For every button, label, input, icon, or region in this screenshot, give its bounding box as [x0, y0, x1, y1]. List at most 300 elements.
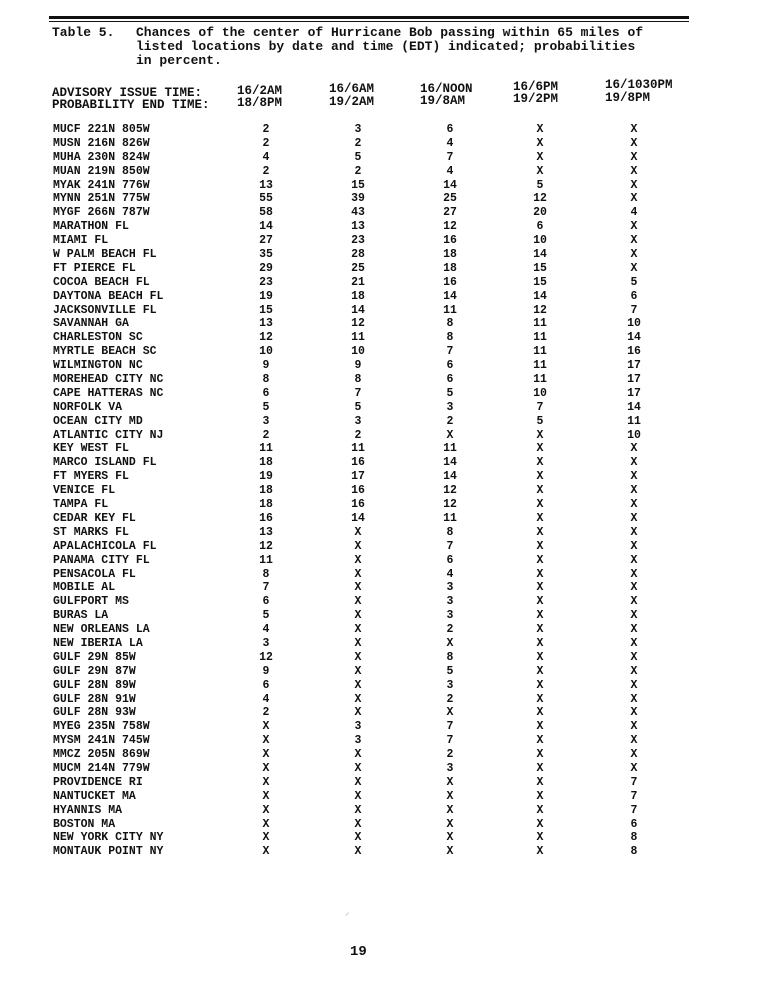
probability-cell: X — [262, 734, 270, 748]
probability-cell: 7 — [446, 720, 454, 734]
probability-cell: 27 — [259, 234, 273, 248]
probability-cell: 6 — [262, 386, 270, 400]
probability-cell: 7 — [536, 400, 544, 414]
probability-cell: 7 — [354, 386, 362, 400]
probability-cell: 5 — [536, 178, 544, 192]
probability-cell: 7 — [262, 581, 270, 595]
probability-cell: 18 — [351, 289, 365, 303]
location-name: MYGF 266N 787W — [53, 206, 150, 220]
probability-cell: 12 — [443, 220, 457, 234]
location-name: JACKSONVILLE FL — [53, 303, 157, 317]
probability-cell: 13 — [259, 317, 273, 331]
probability-cell: X — [354, 609, 362, 623]
probability-cell: X — [354, 539, 362, 553]
probability-cell: 8 — [354, 373, 362, 387]
probability-cell: 6 — [630, 289, 638, 303]
location-name: MIAMI FL — [53, 234, 109, 248]
probability-cell: 25 — [443, 192, 457, 206]
probability-cell: 7 — [630, 303, 638, 317]
probability-cell: 12 — [443, 498, 457, 512]
table-row — [0, 665, 759, 679]
probability-cell: X — [354, 706, 362, 720]
location-name: MYRTLE BEACH SC — [53, 345, 157, 359]
location-name: NORFOLK VA — [53, 400, 123, 414]
probability-cell: 8 — [630, 831, 638, 845]
probability-cell: 5 — [446, 664, 454, 678]
table-row — [0, 317, 759, 331]
table-row — [0, 248, 759, 262]
location-name: CHARLESTON SC — [53, 331, 143, 345]
probability-cell: X — [630, 136, 638, 150]
probability-cell: 2 — [262, 706, 270, 720]
probability-cell: X — [630, 220, 638, 234]
location-name: GULF 29N 87W — [53, 664, 136, 678]
probability-cell: X — [630, 692, 638, 706]
probability-cell: 29 — [259, 261, 273, 275]
probability-cell: X — [630, 623, 638, 637]
probability-cell: 11 — [533, 373, 547, 387]
probability-cell: 27 — [443, 206, 457, 220]
probability-cell: X — [446, 831, 454, 845]
probability-cell: X — [262, 720, 270, 734]
probability-cell: 19 — [259, 289, 273, 303]
probability-cell: X — [354, 817, 362, 831]
location-name: MOREHEAD CITY NC — [53, 373, 164, 387]
probability-cell: X — [630, 720, 638, 734]
probability-cell: 2 — [354, 164, 362, 178]
probability-cell: 10 — [627, 317, 641, 331]
probability-cell: 17 — [627, 373, 641, 387]
probability-cell: X — [536, 609, 544, 623]
probability-cell: X — [536, 442, 544, 456]
table-row — [0, 373, 759, 387]
table-row — [0, 845, 759, 859]
probability-cell: 2 — [354, 136, 362, 150]
probability-cell: 15 — [351, 178, 365, 192]
probability-cell: 8 — [262, 373, 270, 387]
table-row — [0, 470, 759, 484]
probability-cell: 8 — [446, 331, 454, 345]
probability-cell: X — [536, 150, 544, 164]
table-row — [0, 429, 759, 443]
probability-cell: 6 — [262, 678, 270, 692]
probability-cell: 11 — [443, 303, 457, 317]
probability-cell: X — [630, 678, 638, 692]
table-row — [0, 720, 759, 734]
location-name: KEY WEST FL — [53, 442, 129, 456]
location-name: NEW IBERIA LA — [53, 636, 143, 650]
probability-cell: X — [630, 456, 638, 470]
probability-cell: 14 — [627, 331, 641, 345]
table-row — [0, 706, 759, 720]
table-row — [0, 179, 759, 193]
probability-cell: 19 — [259, 470, 273, 484]
probability-cell: X — [536, 456, 544, 470]
probability-cell: 8 — [630, 845, 638, 859]
probability-cell: X — [630, 164, 638, 178]
probability-cell: 9 — [262, 359, 270, 373]
probability-cell: 3 — [446, 678, 454, 692]
probability-cell: X — [630, 178, 638, 192]
probability-cell: 12 — [259, 331, 273, 345]
table-row — [0, 762, 759, 776]
table-row — [0, 345, 759, 359]
probability-cell: 2 — [262, 164, 270, 178]
location-name: NEW ORLEANS LA — [53, 623, 150, 637]
probability-cell: 11 — [443, 442, 457, 456]
probability-cell: 11 — [443, 511, 457, 525]
probability-cell: 23 — [259, 275, 273, 289]
probability-cell: 3 — [446, 609, 454, 623]
table-row — [0, 693, 759, 707]
probability-cell: X — [536, 817, 544, 831]
table-row — [0, 609, 759, 623]
location-name: PROVIDENCE RI — [53, 775, 143, 789]
probability-cell: X — [262, 803, 270, 817]
probability-cell: X — [536, 428, 544, 442]
probability-cell: X — [536, 761, 544, 775]
probability-cell: 12 — [259, 539, 273, 553]
table-row — [0, 818, 759, 832]
probability-cell: 16 — [443, 234, 457, 248]
location-name: GULF 28N 93W — [53, 706, 136, 720]
probability-cell: X — [630, 650, 638, 664]
table-row — [0, 234, 759, 248]
table-row — [0, 790, 759, 804]
table-row — [0, 776, 759, 790]
probability-cell: 7 — [630, 775, 638, 789]
probability-cell: X — [536, 748, 544, 762]
table-row — [0, 206, 759, 220]
location-name: PANAMA CITY FL — [53, 553, 150, 567]
probability-cell: 11 — [533, 359, 547, 373]
probability-cell: 2 — [354, 428, 362, 442]
probability-cell: 7 — [630, 803, 638, 817]
location-name: APALACHICOLA FL — [53, 539, 157, 553]
probability-cell: X — [630, 734, 638, 748]
probability-cell: 28 — [351, 248, 365, 262]
end-time-col5: 19/8PM — [605, 91, 651, 105]
page-number: 19 — [350, 944, 367, 960]
probability-cell: X — [630, 706, 638, 720]
probability-cell: X — [354, 525, 362, 539]
probability-cell: X — [630, 511, 638, 525]
probability-cell: 17 — [627, 386, 641, 400]
probability-cell: 6 — [446, 553, 454, 567]
probability-cell: 2 — [446, 692, 454, 706]
location-name: GULFPORT MS — [53, 595, 129, 609]
location-name: MMCZ 205N 869W — [53, 748, 150, 762]
probability-cell: X — [536, 706, 544, 720]
issue-time-col5: 16/1030PM — [605, 78, 673, 92]
probability-cell: X — [262, 845, 270, 859]
probability-cell: 3 — [446, 595, 454, 609]
probability-cell: 11 — [533, 331, 547, 345]
probability-cell: X — [446, 636, 454, 650]
probability-cell: 13 — [351, 220, 365, 234]
probability-cell: 5 — [354, 150, 362, 164]
table-row — [0, 123, 759, 137]
probability-cell: 10 — [533, 386, 547, 400]
probability-cell: X — [536, 650, 544, 664]
advisory-issue-label: ADVISORY ISSUE TIME: — [52, 86, 203, 100]
table-row — [0, 679, 759, 693]
probability-cell: X — [354, 553, 362, 567]
probability-cell: 12 — [443, 484, 457, 498]
table-row — [0, 498, 759, 512]
table-row — [0, 734, 759, 748]
probability-cell: 17 — [351, 470, 365, 484]
table-row — [0, 262, 759, 276]
probability-cell: 3 — [446, 400, 454, 414]
probability-cell: 3 — [262, 636, 270, 650]
probability-cell: 55 — [259, 192, 273, 206]
probability-cell: 5 — [536, 414, 544, 428]
location-name: MUCM 214N 779W — [53, 761, 150, 775]
location-name: BOSTON MA — [53, 817, 116, 831]
table-row — [0, 637, 759, 651]
probability-cell: X — [536, 164, 544, 178]
probability-cell: X — [536, 678, 544, 692]
probability-cell: X — [536, 525, 544, 539]
location-name: TAMPA FL — [53, 498, 109, 512]
probability-cell: 18 — [443, 248, 457, 262]
table-row — [0, 540, 759, 554]
probability-cell: X — [630, 539, 638, 553]
probability-cell: X — [354, 845, 362, 859]
location-name: CEDAR KEY FL — [53, 511, 136, 525]
probability-cell: 12 — [351, 317, 365, 331]
probability-cell: 12 — [259, 650, 273, 664]
probability-cell: X — [446, 706, 454, 720]
probability-cell: 18 — [443, 261, 457, 275]
probability-cell: 11 — [627, 414, 641, 428]
probability-cell: 21 — [351, 275, 365, 289]
probability-cell: 4 — [262, 150, 270, 164]
location-name: NEW YORK CITY NY — [53, 831, 164, 845]
probability-cell: X — [536, 581, 544, 595]
top-rule-thin — [49, 21, 689, 22]
table-row — [0, 387, 759, 401]
probability-cell: X — [630, 664, 638, 678]
probability-cell: X — [536, 595, 544, 609]
location-name: BURAS LA — [53, 609, 109, 623]
location-name: MUCF 221N 805W — [53, 123, 150, 136]
probability-cell: 12 — [533, 303, 547, 317]
probability-cell: X — [536, 567, 544, 581]
probability-cell: 13 — [259, 525, 273, 539]
probability-cell: X — [262, 748, 270, 762]
probability-cell: X — [630, 261, 638, 275]
table-row — [0, 359, 759, 373]
probability-cell: 8 — [446, 525, 454, 539]
location-name: WILMINGTON NC — [53, 359, 143, 373]
probability-cell: 7 — [446, 539, 454, 553]
probability-cell: 16 — [259, 511, 273, 525]
probability-cell: 10 — [351, 345, 365, 359]
probability-cell: 2 — [262, 136, 270, 150]
probability-cell: X — [354, 761, 362, 775]
caption-line: Chances of the center of Hurricane Bob passing within 65 miles of — [136, 25, 644, 40]
probability-cell: X — [536, 845, 544, 859]
probability-cell: 7 — [630, 789, 638, 803]
probability-cell: 14 — [259, 220, 273, 234]
probability-cell: 15 — [533, 261, 547, 275]
location-name: FT MYERS FL — [53, 470, 129, 484]
table-row — [0, 581, 759, 595]
probability-cell: X — [536, 553, 544, 567]
location-name: MUSN 216N 826W — [53, 136, 150, 150]
issue-time-col2: 16/6AM — [329, 82, 375, 96]
location-name: W PALM BEACH FL — [53, 248, 157, 262]
probability-cell: X — [354, 567, 362, 581]
probability-cell: X — [630, 192, 638, 206]
probability-cell: X — [630, 595, 638, 609]
probability-cell: 18 — [259, 484, 273, 498]
probability-cell: 20 — [533, 206, 547, 220]
probability-cell: X — [630, 248, 638, 262]
probability-cell: X — [536, 636, 544, 650]
table-row — [0, 290, 759, 304]
location-name: MYAK 241N 776W — [53, 178, 150, 192]
probability-cell: X — [630, 484, 638, 498]
probability-cell: X — [354, 636, 362, 650]
probability-cell: X — [446, 845, 454, 859]
probability-cell: 6 — [630, 817, 638, 831]
probability-cell: X — [354, 650, 362, 664]
probability-cell: X — [536, 498, 544, 512]
probability-cell: X — [536, 664, 544, 678]
table-row — [0, 831, 759, 845]
probability-cell: X — [354, 692, 362, 706]
table-row — [0, 748, 759, 762]
probability-cell: 3 — [446, 761, 454, 775]
table-row — [0, 415, 759, 429]
location-name: MARATHON FL — [53, 220, 129, 234]
probability-cell: X — [446, 428, 454, 442]
location-name: ATLANTIC CITY NJ — [53, 428, 164, 442]
location-name: MARCO ISLAND FL — [53, 456, 157, 470]
probability-cell: X — [630, 567, 638, 581]
probability-cell: 6 — [446, 359, 454, 373]
probability-cell: X — [536, 470, 544, 484]
location-name: MYNN 251N 775W — [53, 192, 150, 206]
end-time-col4: 19/2PM — [513, 92, 559, 106]
probability-cell: X — [630, 525, 638, 539]
probability-cell: X — [630, 748, 638, 762]
probability-cell: 15 — [259, 303, 273, 317]
location-name: SAVANNAH GA — [53, 317, 129, 331]
probability-cell: 3 — [354, 414, 362, 428]
probability-cell: 2 — [446, 623, 454, 637]
probability-cell: X — [536, 803, 544, 817]
probability-cell: 14 — [533, 248, 547, 262]
location-name: GULF 29N 85W — [53, 650, 136, 664]
probability-cell: 2 — [446, 748, 454, 762]
caption-line: in percent. — [136, 53, 222, 68]
probability-cell: X — [354, 623, 362, 637]
probability-cell: X — [446, 803, 454, 817]
probability-cell: 25 — [351, 261, 365, 275]
table-row — [0, 442, 759, 456]
probability-cell: X — [630, 442, 638, 456]
location-name: ST MARKS FL — [53, 525, 129, 539]
table-row — [0, 456, 759, 470]
probability-cell: 43 — [351, 206, 365, 220]
table-row — [0, 554, 759, 568]
probability-cell: 39 — [351, 192, 365, 206]
probability-cell: 10 — [259, 345, 273, 359]
probability-cell: 23 — [351, 234, 365, 248]
probability-cell: X — [262, 817, 270, 831]
table-row — [0, 304, 759, 318]
probability-cell: 17 — [627, 359, 641, 373]
probability-cell: X — [354, 775, 362, 789]
issue-time-col1: 16/2AM — [237, 84, 283, 98]
probability-cell: 14 — [443, 470, 457, 484]
issue-time-col3: 16/NOON — [420, 82, 473, 96]
location-name: HYANNIS MA — [53, 803, 123, 817]
location-name: GULF 28N 91W — [53, 692, 136, 706]
location-name: MYSM 241N 745W — [53, 734, 150, 748]
probability-cell: X — [354, 803, 362, 817]
probability-cell: X — [630, 609, 638, 623]
table-row — [0, 484, 759, 498]
probability-cell: X — [536, 511, 544, 525]
probability-cell: 11 — [533, 345, 547, 359]
probability-cell: X — [630, 150, 638, 164]
table-row — [0, 165, 759, 179]
probability-cell: 11 — [259, 553, 273, 567]
probability-cell: 9 — [262, 664, 270, 678]
probability-cell: X — [536, 720, 544, 734]
probability-cell: X — [446, 775, 454, 789]
probability-cell: 16 — [351, 456, 365, 470]
probability-cell: 5 — [354, 400, 362, 414]
probability-cell: 16 — [443, 275, 457, 289]
location-name: CAPE HATTERAS NC — [53, 386, 164, 400]
table-row — [0, 276, 759, 290]
probability-cell: X — [354, 748, 362, 762]
top-rule — [49, 16, 689, 19]
probability-cell: 8 — [446, 317, 454, 331]
end-time-col2: 19/2AM — [329, 95, 375, 109]
probability-cell: 11 — [259, 442, 273, 456]
probability-cell: 16 — [351, 498, 365, 512]
probability-cell: 2 — [262, 428, 270, 442]
probability-cell: 4 — [446, 136, 454, 150]
probability-cell: 14 — [443, 456, 457, 470]
probability-cell: X — [630, 234, 638, 248]
probability-cell: 3 — [262, 414, 270, 428]
probability-cell: X — [354, 789, 362, 803]
probability-cell: X — [630, 761, 638, 775]
table-row — [0, 192, 759, 206]
probability-cell: 15 — [533, 275, 547, 289]
probability-cell: 5 — [262, 400, 270, 414]
probability-cell: X — [536, 831, 544, 845]
probability-cell: 10 — [627, 428, 641, 442]
location-name: PENSACOLA FL — [53, 567, 136, 581]
table-row — [0, 651, 759, 665]
probability-cell: X — [536, 734, 544, 748]
probability-cell: 9 — [354, 359, 362, 373]
probability-cell: 5 — [262, 609, 270, 623]
table-row — [0, 526, 759, 540]
probability-cell: X — [354, 664, 362, 678]
table-row — [0, 401, 759, 415]
probability-cell: X — [536, 539, 544, 553]
